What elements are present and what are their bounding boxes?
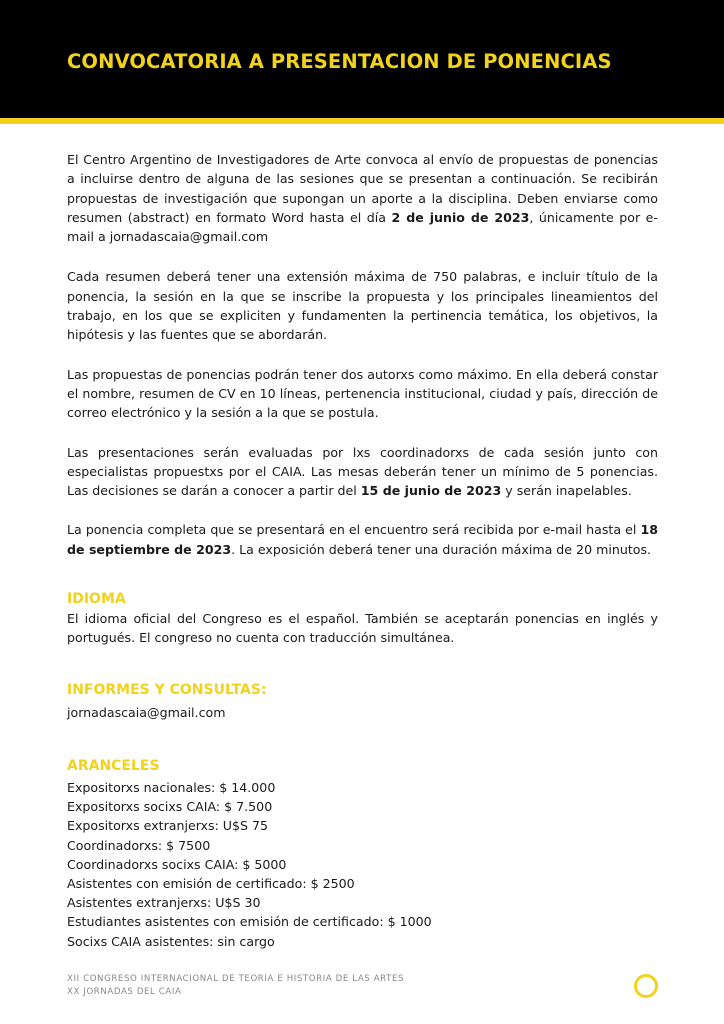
page-title: CONVOCATORIA A PRESENTACION DE PONENCIAS	[67, 50, 612, 73]
header-accent-stripe	[0, 118, 724, 124]
full-paper-deadline: 18 de septiembre de 2023	[67, 522, 658, 557]
fee-item: Socixs CAIA asistentes: sin cargo	[67, 933, 275, 949]
abstract-deadline: 2 de junio de 2023	[391, 209, 530, 225]
idioma-text: El idioma oficial del Congreso es el español. También se aceptarán ponencias en inglés y portugués. El congreso no cuenta con traducción simultánea.	[67, 611, 658, 646]
footer-jornadas-title: XX JORNADAS DEL CAIA	[67, 987, 182, 997]
intro-paragraph	[67, 150, 658, 246]
idioma-heading: IDIOMA	[67, 591, 126, 608]
header-band	[0, 0, 724, 118]
fee-item: Expositorxs nacionales: $ 14.000	[67, 779, 276, 795]
fee-item: Asistentes con emisión de certificado: $ 2500	[67, 875, 355, 891]
fees-list	[67, 778, 658, 951]
evaluation-text: Las presentaciones serán evaluadas por lxs coordinadorxs de cada sesión junto con especialistas propuestxs por el CAIA. Las mesas deberán tener un mínimo de 5 ponencias. Las decisiones se darán a conocer a partir del	[67, 444, 658, 499]
full-paper-paragraph	[67, 520, 658, 559]
footer-congress-title: XII CONGRESO INTERNACIONAL DE TEORÍA E HISTORIA DE LAS ARTES	[67, 974, 405, 984]
aranceles-heading: ARANCELES	[67, 757, 160, 774]
full-paper-text-end: . La exposición deberá tener una duración máxima de 20 minutos.	[231, 541, 652, 557]
ring-icon	[634, 974, 658, 998]
informes-heading: INFORMES Y CONSULTAS:	[67, 681, 267, 698]
decision-date: 15 de junio de 2023	[360, 483, 502, 499]
fee-item: Coordinadorxs: $ 7500	[67, 837, 211, 853]
fee-item: Expositorxs extranjerxs: U$S 75	[67, 818, 269, 834]
abstract-requirements-paragraph: Cada resumen deberá tener una extensión máxima de 750 palabras, e incluir título de la ponencia, la sesión en la que se inscribe la propuesta y los principales lineamientos del trabajo, en los que se expliciten y fundamenten la pertinencia temática, los objetivos, la hipótesis y las fuentes que se abordarán.	[67, 269, 658, 343]
evaluation-text-end: y serán inapelables.	[501, 483, 632, 499]
footer	[67, 973, 404, 999]
contact-email: jornadascaia@gmail.com	[67, 704, 226, 720]
intro-text: El Centro Argentino de Investigadores de Arte convoca al envío de propuestas de ponencias a incluirse dentro de alguna de las sesiones que se presentan a continuación. Se recibirán propuestas de investigación que supongan un aporte a la disciplina. Deben enviarse como resumen (abstract) en formato Word hasta el día	[67, 152, 658, 225]
evaluation-paragraph	[67, 443, 658, 501]
fee-item: Expositorxs socixs CAIA: $ 7.500	[67, 799, 273, 815]
intro-text-end: , únicamente por e-mail a jornadascaia@gmail.com	[67, 209, 658, 245]
main-content	[67, 150, 658, 951]
full-paper-text: La ponencia completa que se presentará en el encuentro será recibida por e-mail hasta el	[67, 522, 641, 538]
fee-item: Estudiantes asistentes con emisión de certificado: $ 1000	[67, 914, 432, 930]
fee-item: Coordinadorxs socixs CAIA: $ 5000	[67, 856, 287, 872]
authors-paragraph: Las propuestas de ponencias podrán tener dos autorxs como máximo. En ella deberá constar el nombre, resumen de CV en 10 líneas, pertenencia institucional, ciudad y país, dirección de correo electrónico y la sesión a la que se postula.	[67, 366, 658, 421]
fee-item: Asistentes extranjerxs: U$S 30	[67, 895, 261, 911]
